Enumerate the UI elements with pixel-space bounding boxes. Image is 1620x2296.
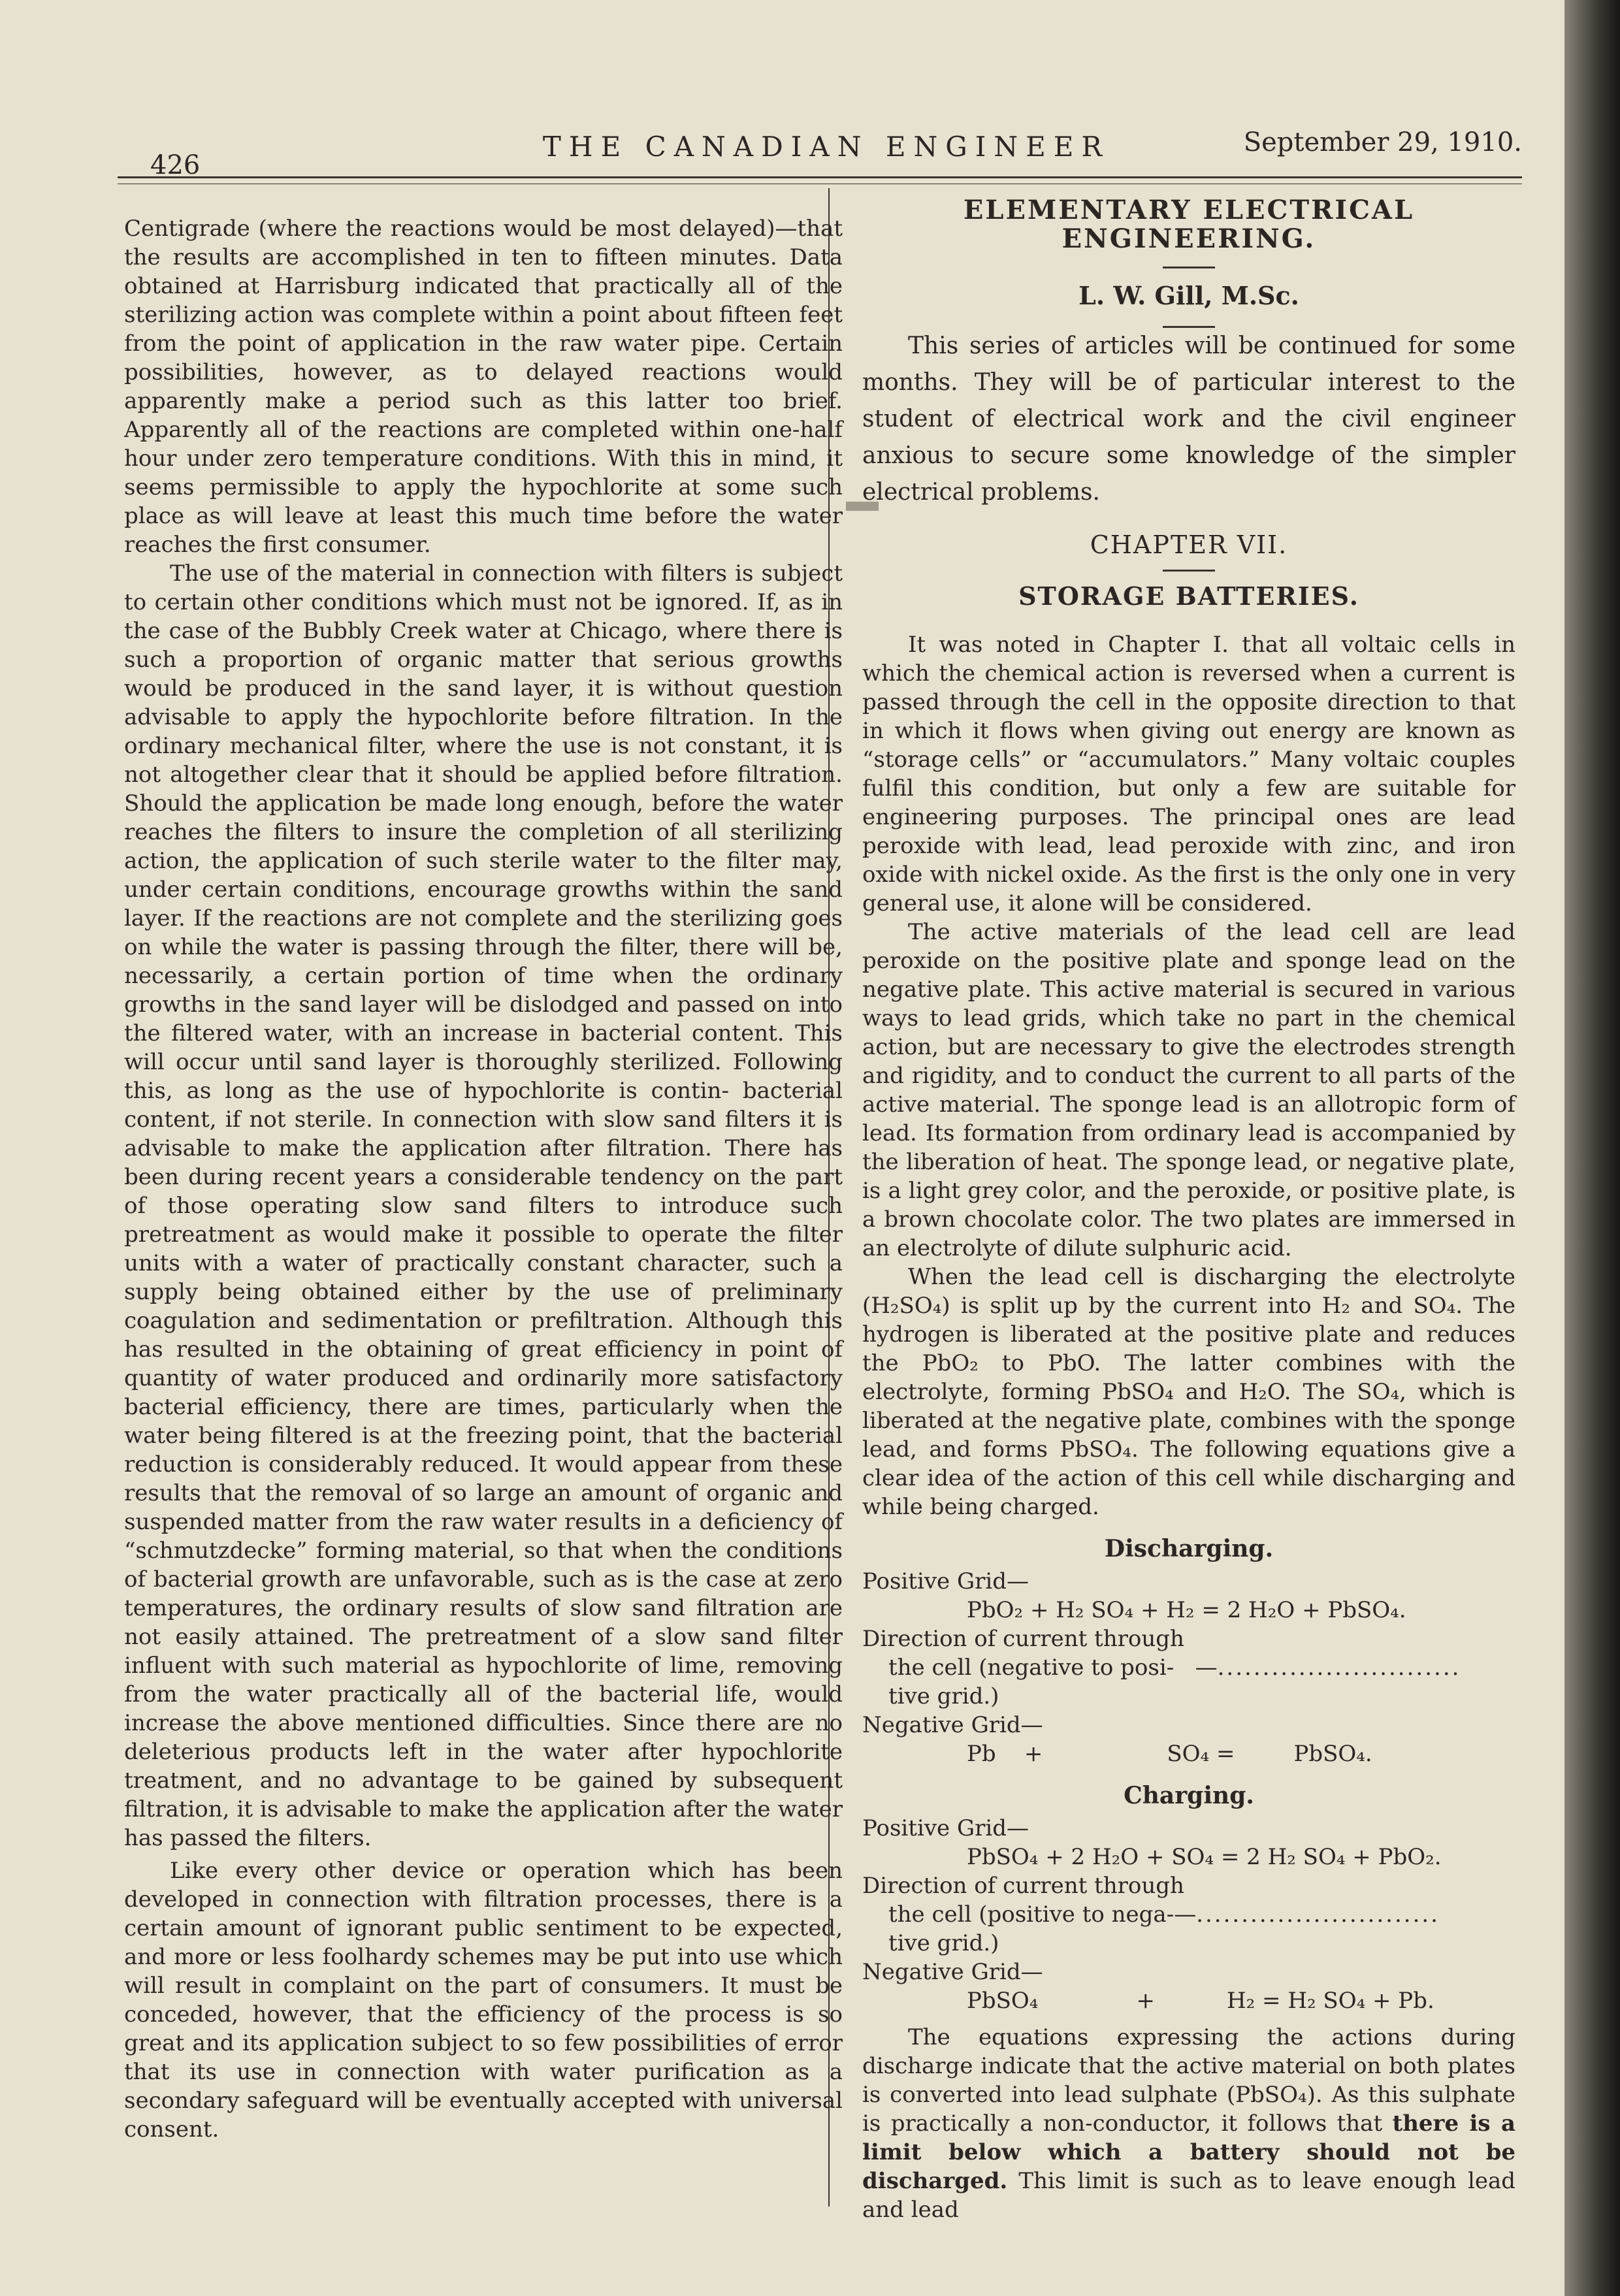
charging-equations — [862, 1814, 1515, 2015]
discharging-heading: Discharging. — [1104, 1535, 1274, 1562]
paragraph: When the lead cell is discharging the electrolyte (H₂SO₄) is split up by the current into H₂ and SO₄. The hydrogen is liberated at the positive plate and reduces the PbO₂ to PbO. The latter combines with the electrolyte, forming PbSO₄ and H₂O. The SO₄, which is liberated at the negative plate, combines with the sponge lead, and forms PbSO₄. The following equations give a clear idea of the action of this cell while discharging and while being charged. — [862, 1264, 1515, 1520]
issue-date: September 29, 1910. — [1243, 127, 1522, 157]
paragraph: Like every other device or operation which has been developed in connection with filtration processes, there is a certain amount of ignorant public sentiment to be expected, and more or less foolhardy schemes may be put into use which will result in complaint on the part of consumers. It must be conceded, however, that the efficiency of the process is so great and its application subject to so few possibilities of error that its use in connection with water purification as a secondary safeguard will be eventually accepted with universal consent. — [124, 1858, 843, 2142]
paragraph: Centigrade (where the reactions would be most delayed)—that the results are accomplished in ten to fifteen minutes. Data obtained at Harrisburg indicated that practically all of the sterilizing action was complete within a point about fifteen feet from the point of application in the raw water pipe. Certain possibilities, however, as to delayed reactions would apparently make a period such as this latter too brief. Apparently all of the reactions are completed within one-half hour under zero temperature conditions. With this in mind, it seems permissible to apply the hypochlorite at some such place as will leave at least this much time before the water reaches the first consumer. — [124, 216, 843, 558]
negative-grid-equation: Pb + SO₄ = PbSO₄. — [967, 1741, 1372, 1767]
journal-title: THE CANADIAN ENGINEER — [542, 131, 1110, 163]
section-heading: STORAGE BATTERIES. — [1018, 581, 1359, 611]
paragraph: The active materials of the lead cell are lead peroxide on the positive plate and sponge lead on the negative plate. This active material is secured in various ways to lead grids, which take no part in the chemical action, but are necessary to give the electrodes strength and rigidity, and to conduct the current to all parts of the active material. The sponge lead is an allotropic form of lead. Its formation from ordinary lead is accompanied by the liberation of heat. The sponge lead, or negative plate, is a light grey color, and the peroxide, or positive plate, is a brown chocolate color. The two plates are immersed in an electrolyte of dilute sulphuric acid. — [862, 919, 1515, 1261]
positive-grid-equation: PbO₂ + H₂ SO₄ + H₂ = 2 H₂O + PbSO₄. — [967, 1597, 1406, 1623]
negative-grid-equation: PbSO₄ + H₂ = H₂ SO₄ + Pb. — [967, 1988, 1434, 2014]
direction-detail: tive grid.) — [888, 1683, 999, 1709]
direction-detail: the cell (positive to nega-—........................... — [888, 1901, 1440, 1928]
charging-heading: Charging. — [1124, 1782, 1254, 1809]
discharging-equations — [862, 1567, 1515, 1768]
header-rule — [118, 176, 1522, 178]
page-header — [131, 121, 1522, 180]
direction-arrow: — — [1174, 1901, 1197, 1928]
direction-label: Direction of current through — [862, 1626, 1184, 1652]
page-number: 426 — [150, 150, 201, 180]
positive-grid-label: Positive Grid— — [862, 1815, 1029, 1841]
negative-grid-label: Negative Grid— — [862, 1959, 1043, 1985]
positive-grid-label: Positive Grid— — [862, 1568, 1029, 1594]
paragraph: It was noted in Chapter I. that all voltaic cells in which the chemical action is reversed when a current is passed through the cell in the opposite direction to that in which it flows when giving out energy are known as “storage cells” or “accumulators.” Many voltaic couples fulfil this condition, but only a few are suitable for engineering purposes. The principal ones are lead peroxide with lead, lead peroxide with zinc, and iron oxide with nickel oxide. As the first is the only one in very general use, it alone will be considered. — [862, 632, 1515, 916]
direction-label: Direction of current through — [862, 1873, 1184, 1899]
left-column — [124, 214, 843, 2144]
leader-dots: ........................... — [1196, 1901, 1440, 1928]
leader-dots: ........................... — [1217, 1655, 1461, 1681]
paragraph: The equations expressing the actions during discharge indicate that the active material on both plates is converted into lead sulphate (PbSO₄). As this sulphate is practically a non-conductor, it follows that there is a limit below which a battery should not be discharged. This limit is such as to leave enough lead and lead — [862, 2024, 1515, 2223]
short-rule — [1163, 570, 1215, 572]
direction-detail: tive grid.) — [888, 1930, 999, 1956]
article-title: ELEMENTARY ELECTRICAL ENGINEERING. — [963, 195, 1415, 254]
article-intro: This series of articles will be continued for some months. They will be of particular interest to the student of electrical work and the civil engineer anxious to secure some knowledge of the simpler electrical problems. — [862, 332, 1515, 506]
author-name: L. W. Gill, M.Sc. — [1078, 281, 1299, 310]
book-spine-shadow — [1564, 0, 1620, 2296]
short-rule — [1163, 267, 1215, 268]
direction-detail: the cell (negative to posi- —........................... — [888, 1655, 1461, 1681]
emphasis-text: there is a limit below which a battery should not be discharged. — [862, 2110, 1515, 2194]
positive-grid-equation: PbSO₄ + 2 H₂O + SO₄ = 2 H₂ SO₄ + PbO₂. — [967, 1844, 1442, 1870]
direction-arrow: — — [1195, 1655, 1218, 1681]
chapter-heading: CHAPTER VII. — [1090, 530, 1288, 559]
paragraph: The use of the material in connection with filters is subject to certain other conditions which must not be ignored. If, as in the case of the Bubbly Creek water at Chicago, where there is such a proportion of organic matter that serious growths would be produced in the sand layer, it is without question advisable to apply the hypochlorite before filtration. In the ordinary mechanical filter, where the use is not constant, it is not altogether clear that it should be applied before filtration. Should the application be made long enough, before the water reaches the filters to insure the completion of all sterilizing action, the application of such sterile water to the filter may, under certain conditions, encourage growths within the sand layer. If the reactions are not complete and the sterilizing goes on while the water is passing through the filter, there will be, necessarily, a certain portion of time when the ordinary growths in the sand layer will be dislodged and passed on into the filtered water, with an increase in bacterial content. This will occur until sand layer is thoroughly sterilized. Following this, as long as the use of hypochlorite is contin- bacterial content, if not sterile. In connection with slow sand filters it is advisable to make the application after filtration. There has been during recent years a considerable tendency on the part of those operating slow sand filters to introduce such pretreatment as would make it possible to operate the filter units with a water of practically constant character, such a supply being obtained either by the use of preliminary coagulation and sedimentation or prefiltration. Although this has resulted in the obtaining of great efficiency in point of quantity of water produced and ordinarily more satisfactory bacterial efficiency, there are times, particularly when the water being filtered is at the freezing point, that the bacterial reduction is considerably reduced. It would appear from these results that the removal of so large an amount of organic and suspended matter from the raw water results in a deficiency of “schmutzdecke” forming material, so that when the conditions of bacterial growth are unfavorable, such as is the case at zero temperatures, the ordinary results of slow sand filtration are not easily attained. The pretreatment of a slow sand filter influent with such material as hypochlorite of lime, removing from the water practically all of the bacterial life, would increase the above mentioned difficulties. Since there are no deleterious products left in the water after hypochlorite treatment, and no advantage to be gained by subsequent filtration, it is advisable to make the application after the water has passed the filters. — [124, 560, 843, 1851]
right-column — [862, 189, 1515, 2224]
negative-grid-label: Negative Grid— — [862, 1712, 1043, 1738]
